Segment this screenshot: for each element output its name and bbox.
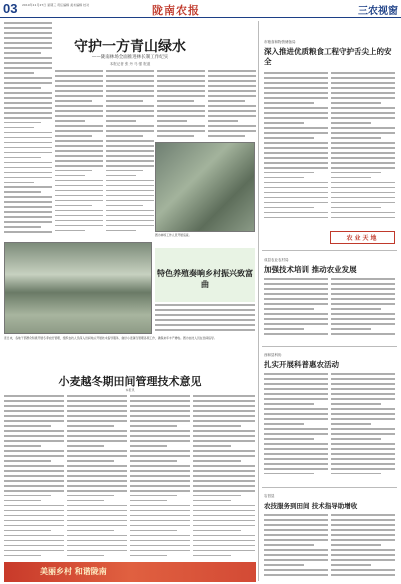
wheat-body-col-3 xyxy=(130,395,190,559)
story3-body-col-1 xyxy=(264,373,328,481)
right-divider-3 xyxy=(262,487,397,488)
story2-headline: 加强技术培训 推动农业发展 xyxy=(264,265,357,274)
right-divider-1 xyxy=(262,250,397,251)
wheat-article-headline: 小麦越冬期田间管理技术意见 xyxy=(58,375,202,388)
story3-body-col-2 xyxy=(331,373,395,481)
story3-headline: 扎实开展科普惠农活动 xyxy=(264,360,339,369)
story1-kicker: 市粮食和物资储备局 xyxy=(264,40,296,44)
page-header xyxy=(0,0,401,18)
story2-body-col-1 xyxy=(264,278,328,340)
story4-body-col-1 xyxy=(264,514,328,580)
story2-kicker: 成县农业农村局 xyxy=(264,258,289,262)
date-info: 2019年11月27日 星期三 责任编辑 美术编辑 校对 xyxy=(22,3,90,7)
wheat-body-col-2 xyxy=(67,395,127,559)
masthead: 陇南农报 xyxy=(152,4,200,17)
lead-headline: 守护一方青山绿水 xyxy=(74,39,186,55)
lead-photo-caption: 图为林场工作人员开展巡查。 xyxy=(155,233,192,237)
story4-body-col-2 xyxy=(331,514,395,580)
ad-banner-text: 美丽乡村 和谐陇南 xyxy=(40,566,107,576)
farm-photo xyxy=(4,242,152,334)
lead-body-col-3 xyxy=(106,70,154,237)
lead-body-col-1 xyxy=(4,22,52,237)
lead-body-col-4 xyxy=(157,70,205,140)
story1-body-col-2 xyxy=(331,72,395,222)
story1-body-col-1 xyxy=(264,72,328,222)
page-number: 03 xyxy=(3,1,18,16)
wheat-body-col-1 xyxy=(4,395,64,559)
right-divider-2 xyxy=(262,346,397,347)
lead-photo xyxy=(155,142,255,232)
column-divider xyxy=(258,21,259,581)
wheat-article-byline: 本报讯 xyxy=(125,388,135,392)
lead-subheadline: ——陇南林场全面推进林长制工作纪实 xyxy=(91,55,169,60)
wheat-body-col-4 xyxy=(193,395,255,559)
lead-byline: 本报记者 张 丹 马 强 报道 xyxy=(109,62,151,66)
story1-headline: 深入推进优质粮食工程守护舌尖上的安全 xyxy=(264,47,392,66)
lead-body-col-5 xyxy=(208,70,256,140)
story2-body-col-2 xyxy=(331,278,395,340)
feature-body xyxy=(155,304,255,334)
lead-body-col-2 xyxy=(55,70,103,237)
story4-headline: 农技服务到田间 技术指导助增收 xyxy=(264,502,358,510)
agriculture-banner: 农业天地 xyxy=(346,235,379,242)
story4-kicker: 宕昌县 xyxy=(264,494,275,498)
section-title: 三农视窗 xyxy=(358,6,398,17)
feature-banner-title: 特色养殖奏响乡村振兴致富曲 xyxy=(157,268,253,289)
story3-kicker: 西和县科协 xyxy=(264,353,282,357)
farm-photo-caption: 连日来，各地干部群众积极开展冬季农田管理，组织农技人员深入田间地头开展技术指导服务，做好小麦越冬管理各项工作，确保来年丰产增收。图为农技人员在田间指导。 xyxy=(4,336,217,340)
